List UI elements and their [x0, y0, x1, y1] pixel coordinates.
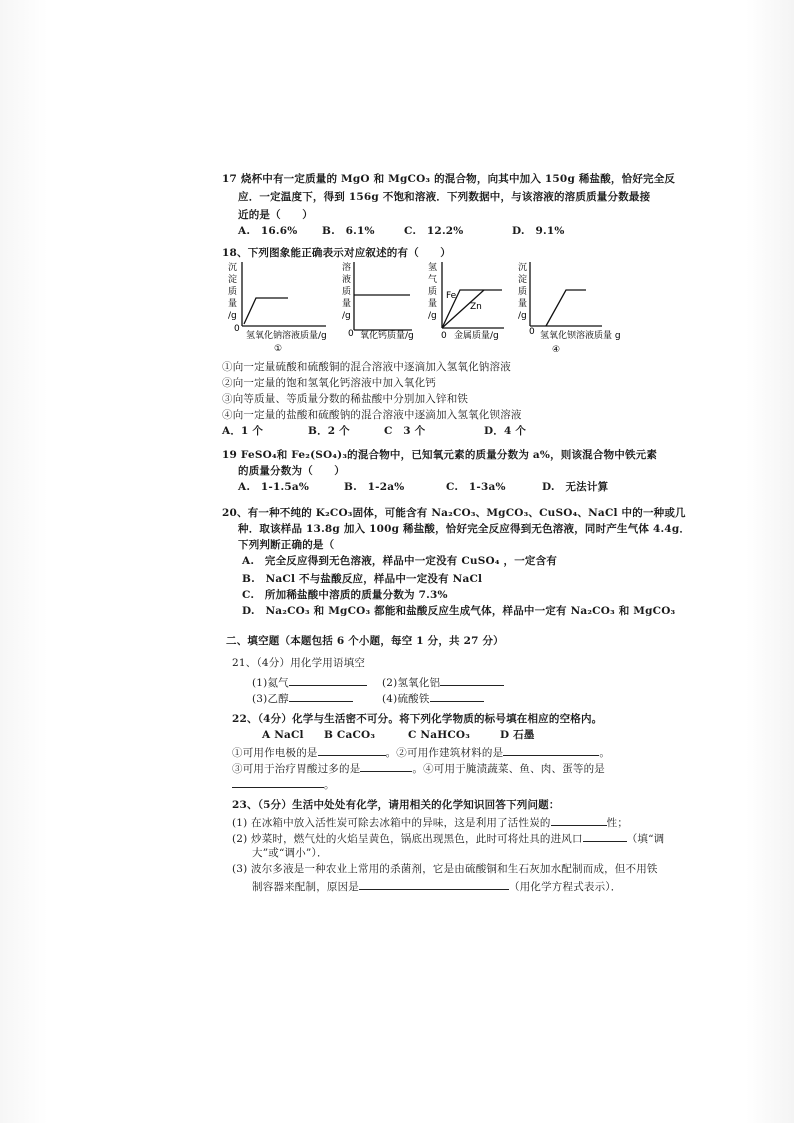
- q17-line2: 应．一定温度下，得到 156g 不饱和溶液．下列数据中，与该溶液的溶质质量分数最接: [238, 191, 651, 203]
- q18-option-d: D．4 个: [484, 425, 527, 437]
- q21-item-1: (1)氦气: [252, 674, 367, 690]
- q18-stem: 18、下列图象能正确表示对应叙述的有（ ）: [222, 247, 452, 259]
- q23-part2-line1: (2) 炒菜时，燃气灶的火焰呈黄色，锅底出现黑色，此时可将灶具的进风口 （填“调: [232, 830, 664, 846]
- q23-part2-line2: 大”或“调小”）．: [252, 847, 328, 859]
- q22-blank-4[interactable]: [232, 776, 324, 788]
- q18-options: [222, 424, 526, 438]
- graph-4: [512, 258, 632, 358]
- graph-3-origin: 0: [441, 331, 447, 341]
- graph-3-ylabel-1: 气: [428, 275, 438, 285]
- q19-option-d: D. 无法计算: [542, 481, 609, 493]
- section-2-heading: 二、填空题（本题包括 6 个小题，每空 1 分，共 27 分）: [226, 635, 504, 647]
- q20-option-c: C. 所加稀盐酸中溶质的质量分数为 7.3%: [242, 589, 448, 601]
- graph-1-origin: 0: [234, 324, 240, 334]
- q21-blank-2[interactable]: [440, 674, 504, 686]
- q17-line3: 近的是（ ）: [238, 209, 313, 221]
- q23-blank-1[interactable]: [551, 814, 607, 826]
- q19-line1: 19 FeSO₄和 Fe₂(SO₄)₃的混合物中，已知氧元素的质量分数为 a%，则该混合物中铁元素: [222, 449, 658, 461]
- graph-1-number: ①: [274, 344, 283, 354]
- q19-line2: 的质量分数为（ ）: [238, 465, 345, 477]
- q18-statement-2: ②向一定量的饱和氢氧化钙溶液中加入氧化钙: [222, 377, 436, 389]
- graph-2-ylabel-3: 量: [342, 299, 352, 309]
- q18-option-b: B．2 个: [308, 425, 350, 437]
- graph-3-ylabel-3: 量: [428, 299, 438, 309]
- graph-4-ylabel-0: 沉: [518, 263, 528, 273]
- q20-line2: 种．取该样品 13.8g 加入 100g 稀盐酸，恰好完全反应得到无色溶液，同时产生气体 4.4g．: [238, 523, 691, 535]
- q23-blank-2[interactable]: [583, 830, 627, 842]
- q21-stem: 21、（4分）用化学用语填空: [232, 657, 366, 669]
- q18-statement-3: ③向等质量、等质量分数的稀盐酸中分别加入锌和铁: [222, 393, 469, 405]
- q22-blank-1[interactable]: [318, 744, 386, 756]
- graph-4-xlabel: 氢氧化钡溶液质量 g: [540, 331, 621, 341]
- graph-1-xlabel: 氢氧化钠溶液质量/g: [246, 331, 327, 341]
- graph-2-ylabel-2: 质: [342, 287, 352, 297]
- q22-choices: [262, 728, 535, 742]
- graph-4-number: ④: [552, 345, 561, 355]
- graph-2-ylabel-4: /g: [342, 311, 351, 321]
- graph-4-origin: 0: [529, 327, 535, 337]
- graph-3-ylabel-4: /g: [428, 311, 437, 321]
- q22-blank-2[interactable]: [503, 744, 599, 756]
- graph-3-series-zn: Zn: [470, 302, 482, 312]
- graph-2: [336, 258, 416, 358]
- q22-line1: ①可用作电极的是 。②可用作建筑材料的是 。: [232, 744, 610, 760]
- q17-option-b: B. 6.1%: [322, 225, 375, 237]
- graph-4-curve: [546, 290, 586, 326]
- q19-option-b: B. 1-2a%: [344, 481, 405, 493]
- q21-blank-3[interactable]: [289, 690, 353, 702]
- graph-4-ylabel-3: 量: [518, 299, 528, 309]
- q18-statement-4: ④向一定量的盐酸和硫酸钠的混合溶液中逐滴加入氢氧化钡溶液: [222, 409, 522, 421]
- graph-4-ylabel-2: 质: [518, 287, 528, 297]
- graph-1-ylabel-3: 量: [228, 299, 238, 309]
- q21-blank-4[interactable]: [430, 690, 484, 702]
- graph-3-xlabel: 金属质量/g: [454, 331, 499, 341]
- graph-1-ylabel-2: 质: [228, 287, 238, 297]
- q21-item-2: (2)氢氧化铝: [382, 674, 504, 690]
- q23-part3-line1: (3) 波尔多液是一种农业上常用的杀菌剂，它是由硫酸铜和生石灰加水配制而成，但不用铁: [232, 863, 658, 875]
- q22-line2: ③可用于治疗胃酸过多的是 。④可用于腌渍蔬菜、鱼、肉、蛋等的是: [232, 760, 605, 776]
- q23-part3-line2: 制容器来配制，原因是 （用化学方程式表示）．: [252, 878, 621, 894]
- graph-1-curve: [244, 298, 288, 324]
- q17-option-d: D. 9.1%: [512, 225, 565, 237]
- q18-option-a: A．1 个: [222, 425, 264, 437]
- graph-1-ylabel-0: 沉: [228, 263, 238, 273]
- q22-blank-3[interactable]: [360, 760, 412, 772]
- q18-statement-1: ①向一定量硫酸和硫酸铜的混合溶液中逐滴加入氢氧化钠溶液: [222, 361, 511, 373]
- q17-line1: 17 烧杯中有一定质量的 MgO 和 MgCO₃ 的混合物，向其中加入 150g 稀盐酸，恰好完全反: [222, 173, 676, 185]
- q20-option-d: D. Na₂CO₃ 和 MgCO₃ 都能和盐酸反应生成气体，样品中一定有 Na₂CO₃ 和 MgCO₃: [242, 605, 676, 617]
- q17-options: [238, 224, 565, 238]
- graph-3-ylabel-2: 质: [428, 287, 438, 297]
- q22-choice-a: A NaCl: [262, 729, 304, 741]
- q21-blank-1[interactable]: [289, 674, 367, 686]
- q17-option-c: C. 12.2%: [404, 225, 464, 237]
- q23-part1: (1) 在冰箱中放入活性炭可除去冰箱中的异味，这是利用了活性炭的 性；: [232, 814, 628, 830]
- graph-2-ylabel-1: 液: [342, 275, 352, 285]
- q20-option-b: B. NaCl 不与盐酸反应，样品中一定没有 NaCl: [242, 573, 483, 585]
- graph-1-ylabel-1: 淀: [228, 275, 238, 285]
- q21-item-3: (3)乙醇: [252, 690, 353, 706]
- q19-options: [238, 480, 608, 494]
- graph-3-series-fe: Fe: [446, 291, 457, 301]
- graph-2-ylabel-0: 溶: [342, 263, 352, 273]
- q22-choice-b: B CaCO₃: [324, 729, 376, 741]
- graph-1: [222, 258, 332, 358]
- q21-item-4: (4)硫酸铁: [382, 690, 484, 706]
- q22-line3: 。: [232, 776, 335, 792]
- q23-stem: 23、（5分）生活中处处有化学，请用相关的化学知识回答下列问题：: [232, 799, 560, 811]
- graph-3-ylabel-0: 氢: [428, 263, 438, 273]
- q20-option-a: A. 完全反应得到无色溶液，样品中一定没有 CuSO₄ ，一定含有: [242, 555, 558, 567]
- graph-3: [420, 258, 510, 358]
- q20-line3: 下列判断正确的是（: [238, 539, 335, 551]
- graph-4-ylabel-4: /g: [518, 311, 527, 321]
- graph-2-xlabel: 氧化钙质量/g: [360, 331, 414, 341]
- graph-1-ylabel-4: /g: [228, 311, 237, 321]
- q19-option-a: A. 1-1.5a%: [238, 481, 310, 493]
- q22-stem: 22、（4分）化学与生活密不可分。将下列化学物质的标号填在相应的空格内。: [232, 713, 603, 725]
- graph-4-ylabel-1: 淀: [518, 275, 528, 285]
- q20-line1: 20、有一种不纯的 K₂CO₃固体，可能含有 Na₂CO₃、MgCO₃、CuSO₄、NaCl 中的一种或几: [222, 507, 686, 519]
- q23-blank-3[interactable]: [359, 878, 509, 890]
- q18-option-c: C 3 个: [384, 425, 426, 437]
- q17-option-a: A. 16.6%: [238, 225, 298, 237]
- graph-2-origin: 0: [348, 329, 354, 339]
- q19-option-c: C. 1-3a%: [446, 481, 506, 493]
- q22-choice-c: C NaHCO₃: [408, 729, 471, 741]
- q22-choice-d: D 石墨: [500, 729, 535, 741]
